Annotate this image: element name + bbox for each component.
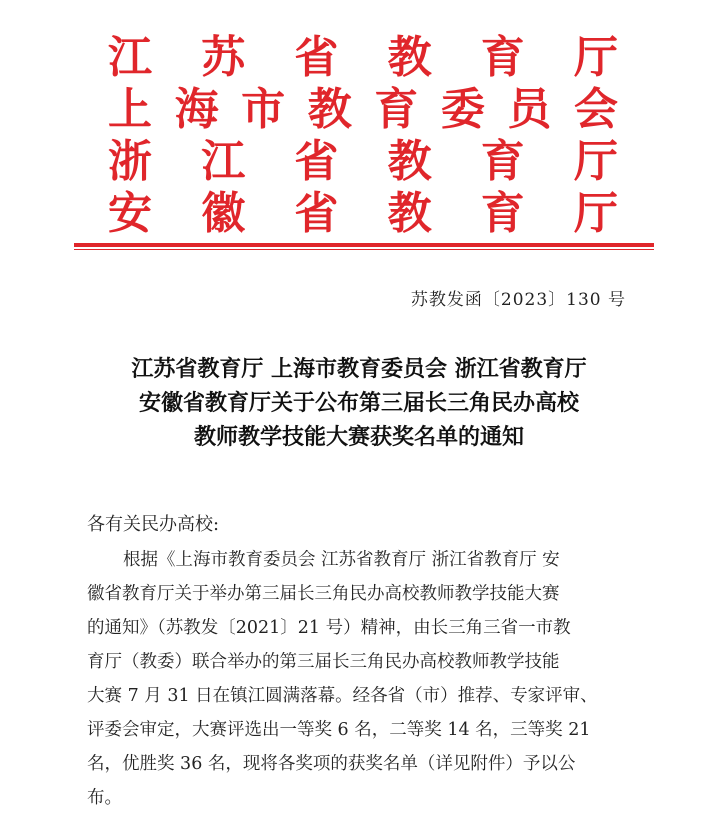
letterhead-char: 厅 [573, 32, 618, 83]
letterhead-char: 员 [507, 84, 552, 135]
letterhead-char: 安 [108, 188, 152, 239]
letterhead-char: 徽 [201, 188, 246, 239]
letterhead-char: 市 [241, 84, 286, 135]
letterhead-char: 育 [480, 136, 525, 187]
title-line: 教师教学技能大赛获奖名单的通知 [193, 424, 524, 450]
letterhead-rule-thin [74, 249, 654, 250]
letterhead-char: 省 [294, 188, 339, 239]
letterhead-char: 江 [108, 32, 152, 83]
body-line: 育厅（教委）联合举办的第三届长三角民办高校教师教学技能 [87, 652, 560, 672]
letterhead-char: 浙 [108, 136, 152, 187]
letterhead-char: 上 [108, 84, 152, 135]
letterhead-char: 委 [440, 84, 485, 135]
title-line: 江苏省教育厅 上海市教育委员会 浙江省教育厅 [131, 356, 587, 382]
letterhead-char: 省 [294, 32, 339, 83]
letterhead-char: 育 [480, 32, 525, 83]
title-line: 安徽省教育厅关于公布第三届长三角民办高校 [138, 390, 579, 416]
body-line: 徽省教育厅关于举办第三届长三角民办高校教师教学技能大赛 [87, 584, 560, 604]
letterhead-rule-thick [74, 243, 654, 247]
letterhead-org-jiangsu [108, 34, 618, 82]
body-line: 根据《上海市教育委员会 江苏省教育厅 浙江省教育厅 安 [123, 550, 560, 570]
letterhead-char: 育 [480, 188, 525, 239]
letterhead-char: 教 [387, 188, 432, 239]
letterhead-char: 教 [387, 136, 432, 187]
document-title [64, 352, 654, 454]
body-line: 的通知》（苏教发〔2021〕21 号）精神，由长三角三省一市教 [87, 618, 571, 638]
letterhead-char: 会 [573, 84, 618, 135]
letterhead-char: 省 [294, 136, 339, 187]
document-number: 苏教发函〔2023〕130 号 [410, 290, 626, 310]
body-line: 名，优胜奖 36 名，现将各奖项的获奖名单（详见附件）予以公 [87, 754, 576, 774]
letterhead-org-zhejiang [108, 138, 618, 186]
letterhead-char: 育 [374, 84, 419, 135]
letterhead-org-shanghai [108, 86, 618, 134]
letterhead-char: 海 [174, 84, 219, 135]
letterhead-char: 江 [201, 136, 246, 187]
letterhead-char: 教 [307, 84, 352, 135]
body-line: 布。 [87, 788, 122, 808]
letterhead-char: 苏 [201, 32, 246, 83]
body-paragraph [87, 543, 632, 815]
body-line: 大赛 7 月 31 日在镇江圆满落幕。经各省（市）推荐、专家评审、 [87, 686, 598, 706]
letterhead-org-anhui [108, 190, 618, 238]
body-line: 评委会审定，大赛评选出一等奖 6 名，二等奖 14 名，三等奖 21 [87, 720, 591, 740]
letterhead-char: 教 [387, 32, 432, 83]
letterhead-char: 厅 [573, 188, 618, 239]
letterhead-char: 厅 [573, 136, 618, 187]
salutation: 各有关民办高校: [87, 514, 220, 535]
